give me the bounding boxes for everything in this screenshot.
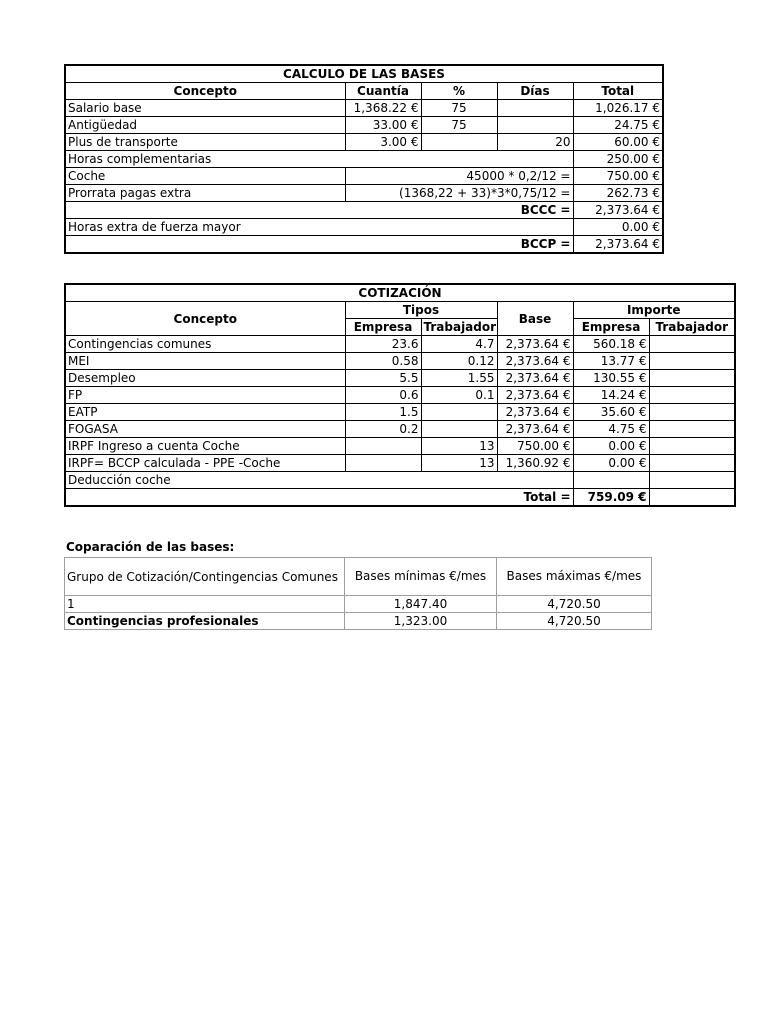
bases-header-dias: Días xyxy=(497,83,573,100)
cell-empresa xyxy=(345,455,421,472)
cell-minima: 1,323.00 xyxy=(345,613,497,630)
cell-empresa: 1.5 xyxy=(345,404,421,421)
cell-trabajador xyxy=(421,404,497,421)
cell-prorrata-formula: (1368,22 + 33)*3*0,75/12 = xyxy=(345,185,573,202)
cell-concepto: EATP xyxy=(65,404,345,421)
table-row xyxy=(65,336,735,353)
cell-cuantia: 3.00 € xyxy=(345,134,421,151)
cell-importe-empresa: 14.24 € xyxy=(573,387,649,404)
cell-trabajador xyxy=(421,421,497,438)
table-row xyxy=(65,117,663,134)
comparacion-header-grupo: Grupo de Cotización/Contingencias Comunes xyxy=(65,558,345,596)
bases-header-total: Total xyxy=(573,83,663,100)
cotizacion-header-trabajador: Trabajador xyxy=(421,319,497,336)
cell-coche-label: Coche xyxy=(65,168,345,185)
table-row xyxy=(65,100,663,117)
bases-title: CALCULO DE LAS BASES xyxy=(65,65,663,83)
cell-importe-empresa: 0.00 € xyxy=(573,438,649,455)
cell-total-label: Total = xyxy=(65,489,573,507)
cell-importe-empresa: 130.55 € xyxy=(573,370,649,387)
cell-empresa: 5.5 xyxy=(345,370,421,387)
bases-header-concepto: Concepto xyxy=(65,83,345,100)
bases-table xyxy=(64,64,664,254)
cell-importe-empresa: 560.18 € xyxy=(573,336,649,353)
table-row xyxy=(65,219,663,236)
table-row xyxy=(65,185,663,202)
table-row xyxy=(65,421,735,438)
cell-concepto: Antigüedad xyxy=(65,117,345,134)
table-row xyxy=(65,613,652,630)
cell-maxima: 4,720.50 xyxy=(497,613,652,630)
cell-importe-trabajador xyxy=(649,421,735,438)
comparacion-table xyxy=(64,557,652,630)
cell-base: 2,373.64 € xyxy=(497,353,573,370)
cotizacion-header-importe: Importe xyxy=(573,302,735,319)
cell-trabajador: 13 xyxy=(421,438,497,455)
cell-trabajador: 13 xyxy=(421,455,497,472)
cotizacion-header-importe-trabajador: Trabajador xyxy=(649,319,735,336)
cell-trabajador: 0.12 xyxy=(421,353,497,370)
table-row xyxy=(65,370,735,387)
table-row xyxy=(65,455,735,472)
cell-empresa xyxy=(345,438,421,455)
cell-base: 750.00 € xyxy=(497,438,573,455)
cell-deduccion-importe xyxy=(573,472,649,489)
cell-pct: 75 xyxy=(421,117,497,134)
cell-concepto: IRPF Ingreso a cuenta Coche xyxy=(65,438,345,455)
comparacion-title: Coparación de las bases: xyxy=(66,540,235,554)
cell-total: 60.00 € xyxy=(573,134,663,151)
table-row xyxy=(65,168,663,185)
cell-trabajador: 0.1 xyxy=(421,387,497,404)
cell-pct: 75 xyxy=(421,100,497,117)
cell-total: 24.75 € xyxy=(573,117,663,134)
cell-trabajador: 1.55 xyxy=(421,370,497,387)
cell-concepto: MEI xyxy=(65,353,345,370)
table-row xyxy=(65,489,735,507)
cell-base: 2,373.64 € xyxy=(497,421,573,438)
cell-empresa: 0.58 xyxy=(345,353,421,370)
cell-pct xyxy=(421,134,497,151)
cotizacion-header-empresa: Empresa xyxy=(345,319,421,336)
bases-header-cuantia: Cuantía xyxy=(345,83,421,100)
bases-header-pct: % xyxy=(421,83,497,100)
cotizacion-table-wrapper xyxy=(64,283,729,523)
cell-cuantia: 1,368.22 € xyxy=(345,100,421,117)
cell-concepto: IRPF= BCCP calculada - PPE -Coche xyxy=(65,455,345,472)
table-row xyxy=(65,151,663,168)
cell-importe-trabajador xyxy=(649,336,735,353)
table-row xyxy=(65,134,663,151)
cell-bccp-total: 2,373.64 € xyxy=(573,236,663,254)
cell-grupo: 1 xyxy=(65,596,345,613)
cell-cuantia: 33.00 € xyxy=(345,117,421,134)
cell-empresa: 0.6 xyxy=(345,387,421,404)
cell-importe-trabajador xyxy=(649,455,735,472)
table-row xyxy=(65,596,652,613)
cell-importe-empresa: 4.75 € xyxy=(573,421,649,438)
cell-coche-total: 750.00 € xyxy=(573,168,663,185)
cell-bccp-label: BCCP = xyxy=(65,236,573,254)
cotizacion-header-importe-empresa: Empresa xyxy=(573,319,649,336)
cell-maxima: 4,720.50 xyxy=(497,596,652,613)
cell-importe-trabajador xyxy=(649,353,735,370)
cell-empresa: 23.6 xyxy=(345,336,421,353)
cell-prorrata-label: Prorrata pagas extra xyxy=(65,185,345,202)
cell-horas-comp-total: 250.00 € xyxy=(573,151,663,168)
table-row xyxy=(65,472,735,489)
cell-importe-trabajador xyxy=(649,404,735,421)
cell-base: 2,373.64 € xyxy=(497,404,573,421)
table-row xyxy=(65,236,663,254)
table-row xyxy=(65,387,735,404)
cotizacion-header-base: Base xyxy=(497,302,573,336)
cell-importe-empresa: 35.60 € xyxy=(573,404,649,421)
cell-importe-empresa: 0.00 € xyxy=(573,455,649,472)
cell-concepto: Contingencias comunes xyxy=(65,336,345,353)
cell-total-importe: 759.09 € xyxy=(573,489,649,507)
cell-deduccion-trabajador xyxy=(649,472,735,489)
cell-coche-formula: 45000 * 0,2/12 = xyxy=(345,168,573,185)
cell-deduccion-label: Deducción coche xyxy=(65,472,573,489)
cell-importe-trabajador xyxy=(649,387,735,404)
cell-bccc-total: 2,373.64 € xyxy=(573,202,663,219)
cell-base: 2,373.64 € xyxy=(497,387,573,404)
cell-total: 1,026.17 € xyxy=(573,100,663,117)
cotizacion-title: COTIZACIÓN xyxy=(65,284,735,302)
cell-prorrata-total: 262.73 € xyxy=(573,185,663,202)
cotizacion-header-tipos: Tipos xyxy=(345,302,497,319)
cell-importe-trabajador xyxy=(649,438,735,455)
cell-trabajador: 4.7 xyxy=(421,336,497,353)
cell-base: 1,360.92 € xyxy=(497,455,573,472)
cell-bccc-label: BCCC = xyxy=(65,202,573,219)
cell-concepto: FP xyxy=(65,387,345,404)
cell-total-trabajador xyxy=(649,489,735,507)
cell-empresa: 0.2 xyxy=(345,421,421,438)
cell-concepto: Desempleo xyxy=(65,370,345,387)
cell-dias xyxy=(497,100,573,117)
bases-table-wrapper xyxy=(64,64,661,268)
cell-horas-comp-label: Horas complementarias xyxy=(65,151,573,168)
table-row xyxy=(65,353,735,370)
comparacion-header-maxima: Bases máximas €/mes xyxy=(497,558,652,596)
cell-dias xyxy=(497,117,573,134)
cell-concepto: FOGASA xyxy=(65,421,345,438)
comparacion-header-minima: Bases mínimas €/mes xyxy=(345,558,497,596)
table-row xyxy=(65,404,735,421)
cell-minima: 1,847.40 xyxy=(345,596,497,613)
cell-base: 2,373.64 € xyxy=(497,336,573,353)
cell-horas-extra-total: 0.00 € xyxy=(573,219,663,236)
table-row xyxy=(65,438,735,455)
cell-base: 2,373.64 € xyxy=(497,370,573,387)
cell-concepto: Salario base xyxy=(65,100,345,117)
cotizacion-header-concepto: Concepto xyxy=(65,302,345,336)
cell-grupo: Contingencias profesionales xyxy=(65,613,345,630)
cell-horas-extra-label: Horas extra de fuerza mayor xyxy=(65,219,573,236)
table-row xyxy=(65,202,663,219)
cell-concepto: Plus de transporte xyxy=(65,134,345,151)
cell-importe-trabajador xyxy=(649,370,735,387)
cell-importe-empresa: 13.77 € xyxy=(573,353,649,370)
cotizacion-table xyxy=(64,283,736,507)
cell-dias: 20 xyxy=(497,134,573,151)
